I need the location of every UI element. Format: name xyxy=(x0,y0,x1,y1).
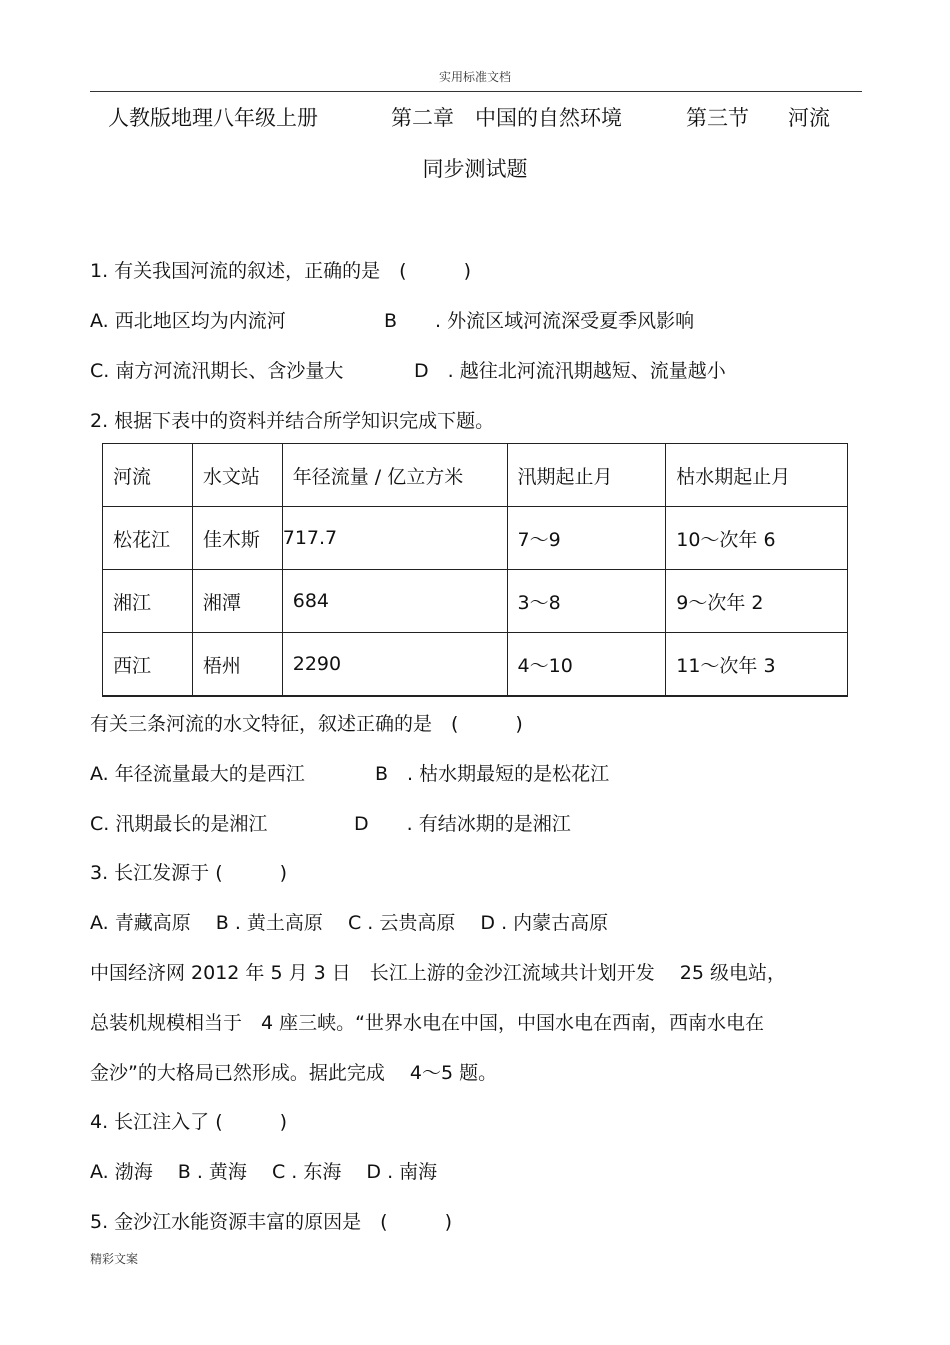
q5-stem: 5. 金沙江水能资源丰富的原因是 ( ) xyxy=(90,1211,452,1233)
q2-options-cd xyxy=(90,809,571,836)
table-cell: 10～次年 6 xyxy=(666,507,848,570)
table-cell: 7～9 xyxy=(507,507,666,570)
page-footer: 精彩文案 xyxy=(90,1252,139,1266)
passage-line-1: 中国经济网 2012 年 5 月 3 日 长江上游的金沙江流域共计划开发 25 级电站， xyxy=(90,962,787,984)
table-cell: 梧州 xyxy=(192,633,282,697)
table-cell: 湘江 xyxy=(103,570,193,633)
table-cell: 松花江 xyxy=(103,507,193,570)
header-rule xyxy=(90,91,862,92)
q4-stem: 4. 长江注入了 ( ) xyxy=(90,1111,288,1133)
table-header-cell: 汛期起止月 xyxy=(507,444,666,507)
q1-stem: 1. 有关我国河流的叙述，正确的是 ( ) xyxy=(90,260,471,282)
table-cell: 11～次年 3 xyxy=(666,633,848,697)
table-header-cell: 枯水期起止月 xyxy=(666,444,848,507)
q3-stem: 3. 长江发源于 ( ) xyxy=(90,862,288,884)
table-cell: 西江 xyxy=(103,633,193,697)
table-row xyxy=(103,633,848,697)
page-header: 实用标准文档 xyxy=(438,70,511,84)
title-section: 第三节 xyxy=(686,106,749,130)
title-book: 人教版地理八年级上册 xyxy=(108,106,318,130)
passage-line-3: 金沙”的大格局已然形成。据此完成 4～5 题。 xyxy=(90,1062,498,1084)
table-cell: 2290 xyxy=(282,633,507,697)
table-cell: 3～8 xyxy=(507,570,666,633)
table-cell: 717.7 xyxy=(282,507,507,570)
q1-option-c: C. 南方河流汛期长、含沙量大 xyxy=(90,360,344,382)
q3-options: A. 青藏高原 B . 黄土高原 C . 云贵高原 D . 内蒙古高原 xyxy=(90,912,609,934)
table-cell: 佳木斯 xyxy=(192,507,282,570)
table-header-row xyxy=(103,444,848,507)
q1-options-cd xyxy=(90,356,726,383)
table-cell: 湘潭 xyxy=(192,570,282,633)
q2-substem: 有关三条河流的水文特征，叙述正确的是 ( ) xyxy=(90,713,523,735)
q1-options-ab xyxy=(90,306,695,333)
q2-options-ab xyxy=(90,759,610,786)
q1-option-a: A. 西北地区均为内流河 xyxy=(90,310,286,332)
q1-option-b: B . 外流区域河流深受夏季风影响 xyxy=(384,310,695,332)
q2-option-c: C. 汛期最长的是湘江 xyxy=(90,813,268,835)
q4-options: A. 渤海 B . 黄海 C . 东海 D . 南海 xyxy=(90,1161,438,1183)
table-row xyxy=(103,507,848,570)
q2-stem: 2. 根据下表中的资料并结合所学知识完成下题。 xyxy=(90,410,495,432)
passage-line-2: 总装机规模相当于 4 座三峡。“世界水电在中国，中国水电在西南，西南水电在 xyxy=(90,1012,764,1034)
title-topic: 河流 xyxy=(788,106,830,130)
table-cell: 684 xyxy=(282,570,507,633)
q2-option-d: D . 有结冰期的是湘江 xyxy=(354,813,571,835)
table-cell: 9～次年 2 xyxy=(666,570,848,633)
table-cell: 4～10 xyxy=(507,633,666,697)
q1-option-d: D . 越往北河流汛期越短、流量越小 xyxy=(414,360,726,382)
title-chapter: 第二章 中国的自然环境 xyxy=(391,106,622,130)
table-row xyxy=(103,570,848,633)
q2-option-a: A. 年径流量最大的是西江 xyxy=(90,763,305,785)
document-subtitle: 同步测试题 xyxy=(422,157,528,181)
hydrology-table xyxy=(102,443,848,697)
table-header-cell: 年径流量 / 亿立方米 xyxy=(282,444,507,507)
table-header-cell: 河流 xyxy=(103,444,193,507)
table-header-cell: 水文站 xyxy=(192,444,282,507)
q2-option-b: B . 枯水期最短的是松花江 xyxy=(375,763,610,785)
